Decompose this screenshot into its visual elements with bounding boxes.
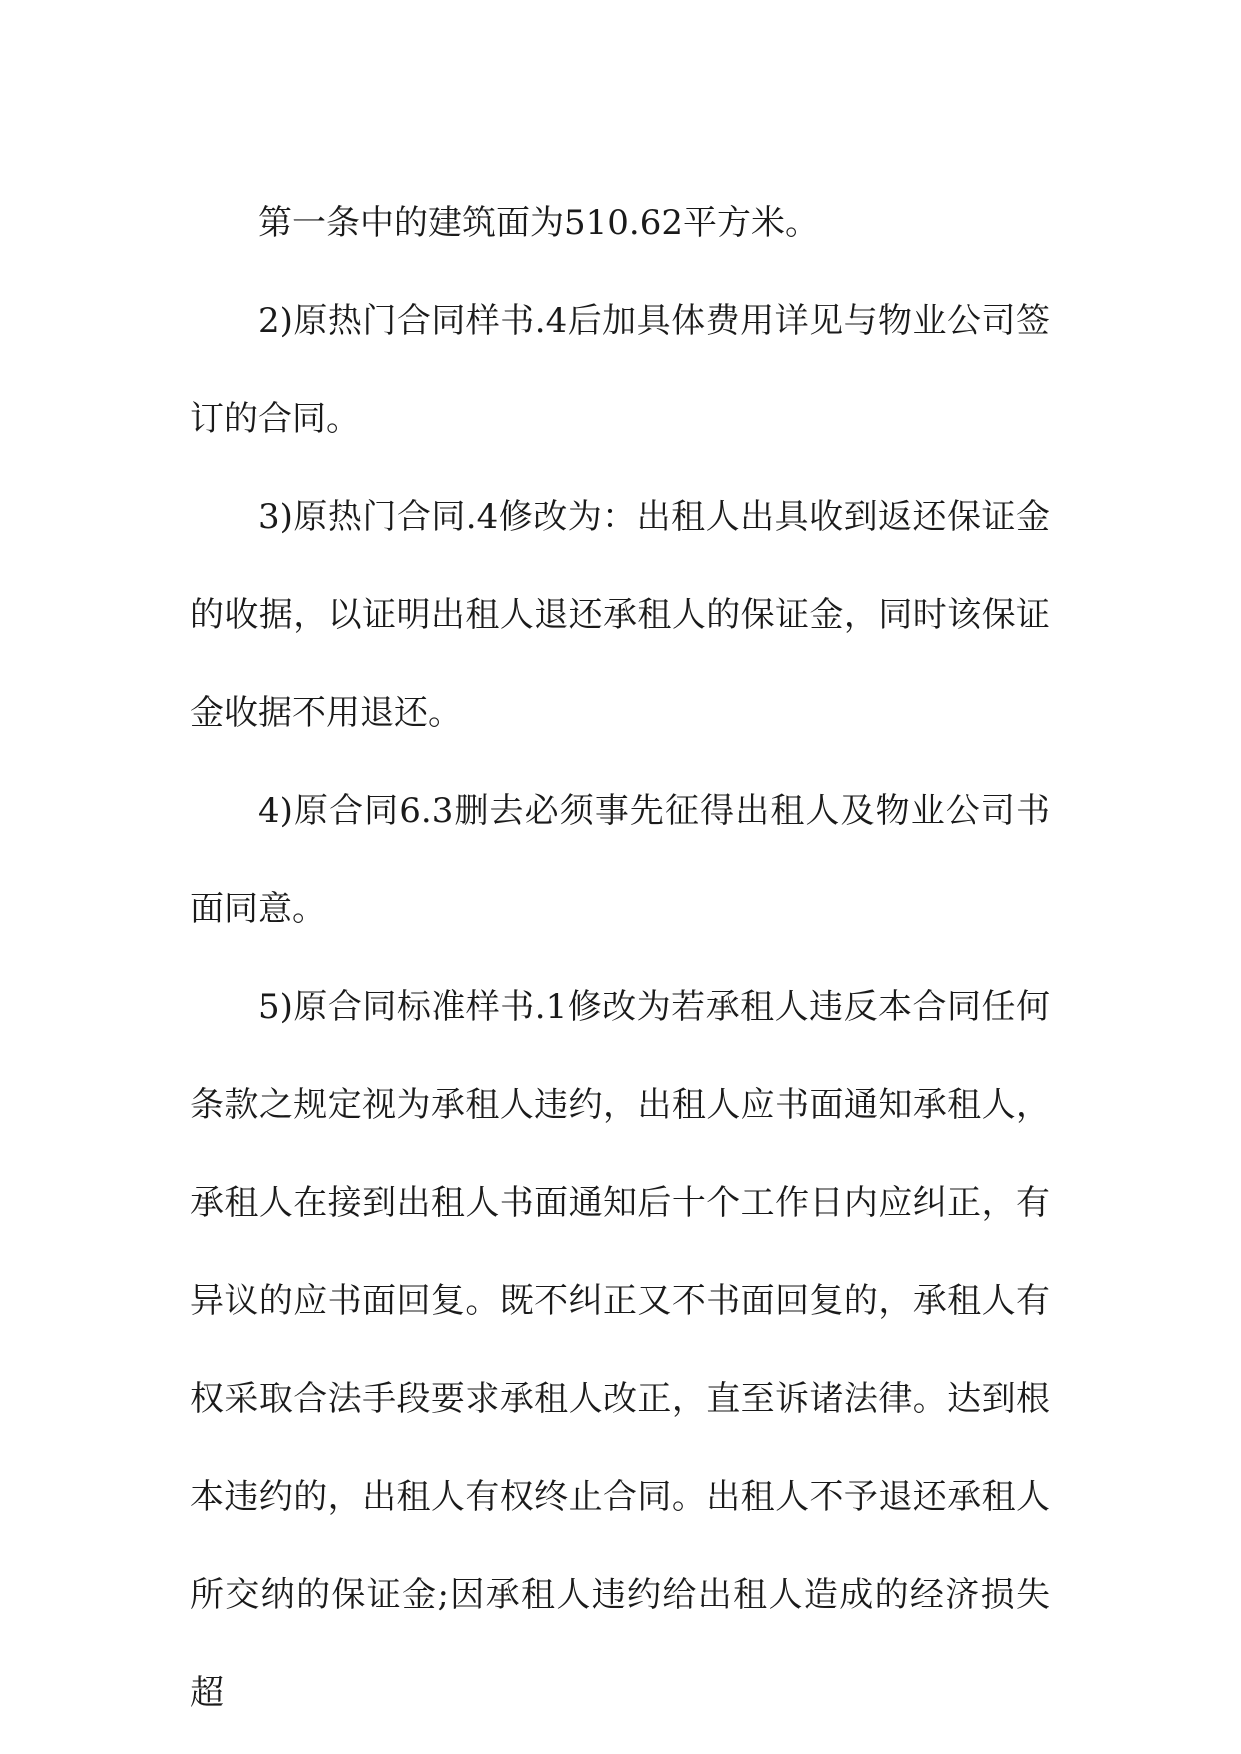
- paragraph-1: 第一条中的建筑面为510.62平方米。: [258, 203, 819, 243]
- paragraph-2: 2)原热门合同样书.4后加具体费用详见与物业公司签订的合同。: [190, 301, 1050, 439]
- paragraph-3: 3)原热门合同.4修改为：出租人出具收到返还保证金的收据，以证明出租人退还承租人的保证金，同时该保证金收据不用退还。: [190, 497, 1050, 733]
- document-body: [190, 174, 1050, 1742]
- paragraph-4: 4)原合同6.3删去必须事先征得出租人及物业公司书面同意。: [190, 791, 1050, 929]
- paragraph-5: 5)原合同标准样书.1修改为若承租人违反本合同任何条款之规定视为承租人违约，出租人应书面通知承租人，承租人在接到出租人书面通知后十个工作日内应纠正，有异议的应书面回复。既不纠正又不书面回复的，承租人有权采取合法手段要求承租人改正，直至诉诸法律。达到根本违约的，出租人有权终止合同。出租人不予退还承租人所交纳的保证金;因承租人违约给出租人造成的经济损失超: [190, 987, 1050, 1713]
